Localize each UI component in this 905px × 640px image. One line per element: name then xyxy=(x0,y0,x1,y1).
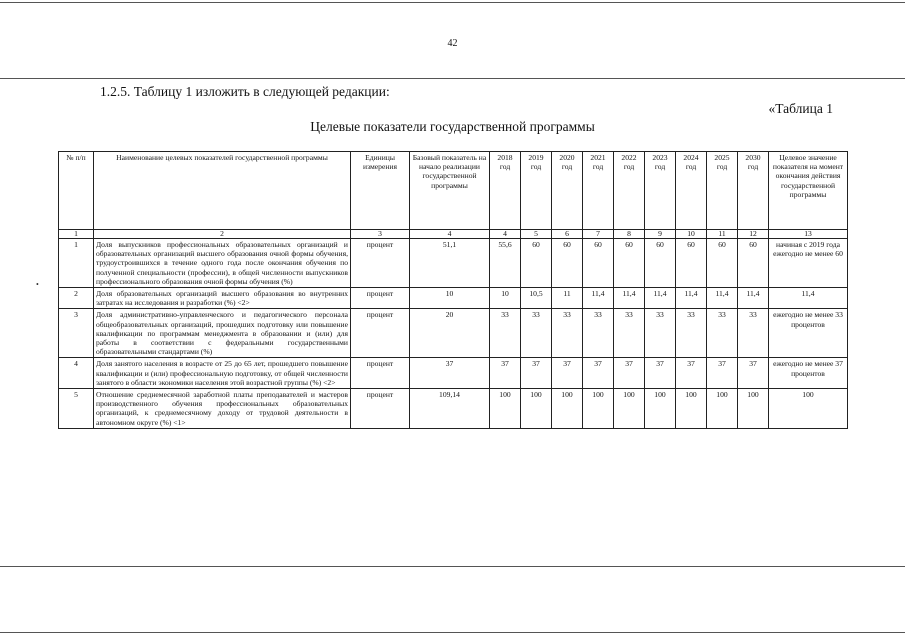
row-number: 5 xyxy=(59,389,94,429)
unit-cell: процент xyxy=(351,239,410,288)
base-value: 10 xyxy=(410,288,490,309)
year-value: 100 xyxy=(552,389,583,429)
year-value: 33 xyxy=(521,309,552,358)
row-number: 3 xyxy=(59,309,94,358)
column-number: 9 xyxy=(645,230,676,239)
year-value: 100 xyxy=(676,389,707,429)
year-value: 33 xyxy=(583,309,614,358)
year-value: 100 xyxy=(521,389,552,429)
unit-cell: процент xyxy=(351,288,410,309)
page-number: 42 xyxy=(447,38,458,49)
header-year: 2025 год xyxy=(707,152,738,230)
base-value: 51,1 xyxy=(410,239,490,288)
row-number: 1 xyxy=(59,239,94,288)
header-year: 2020 год xyxy=(552,152,583,230)
year-value: 60 xyxy=(521,239,552,288)
indicator-name: Отношение среднемесячной заработной платы преподавателей и мастеров производственного обучения профессиональных образовательных организаций, к среднемесячному доходу от трудовой деятельности в автономном округе (%) <1> xyxy=(94,389,351,429)
year-value: 11,4 xyxy=(614,288,645,309)
indicator-name: Доля образовательных организаций высшего образования во внутренних затратах на исследования и разработки (%) <2> xyxy=(94,288,351,309)
header-year: 2019 год xyxy=(521,152,552,230)
target-value: 100 xyxy=(769,389,848,429)
header-year: 2021 год xyxy=(583,152,614,230)
year-value: 60 xyxy=(614,239,645,288)
table-row xyxy=(59,389,848,429)
target-value: ежегодно не менее 37 процентов xyxy=(769,358,848,389)
year-value: 100 xyxy=(583,389,614,429)
header-year: 2024 год xyxy=(676,152,707,230)
target-value: начиная с 2019 года ежегодно не менее 60 xyxy=(769,239,848,288)
table-header-row xyxy=(59,152,848,230)
table-row xyxy=(59,239,848,288)
year-value: 33 xyxy=(707,309,738,358)
row-number: 4 xyxy=(59,358,94,389)
year-value: 100 xyxy=(490,389,521,429)
year-value: 37 xyxy=(645,358,676,389)
year-value: 60 xyxy=(676,239,707,288)
year-value: 10,5 xyxy=(521,288,552,309)
year-value: 60 xyxy=(552,239,583,288)
target-value: ежегодно не менее 33 процентов xyxy=(769,309,848,358)
year-value: 55,6 xyxy=(490,239,521,288)
year-value: 33 xyxy=(645,309,676,358)
year-value: 33 xyxy=(738,309,769,358)
table-reference: «Таблица 1 xyxy=(768,101,833,116)
year-value: 60 xyxy=(707,239,738,288)
table-row xyxy=(59,288,848,309)
column-number: 11 xyxy=(707,230,738,239)
indicator-name: Доля занятого населения в возрасте от 25 до 65 лет, прошедшего повышение квалификации и (или) профессиональную подготовку, от общей численности занятого в области экономики населения этой возрастной группы (%) <2> xyxy=(94,358,351,389)
header-base: Базовый показатель на начало реализации государственной программы xyxy=(410,152,490,230)
header-unit: Единицы измерения xyxy=(351,152,410,230)
year-value: 37 xyxy=(521,358,552,389)
column-number: 4 xyxy=(410,230,490,239)
row-number: 2 xyxy=(59,288,94,309)
year-value: 11,4 xyxy=(645,288,676,309)
footer-rule xyxy=(0,566,905,567)
top-rule xyxy=(0,2,905,3)
column-number: 12 xyxy=(738,230,769,239)
table-title: Целевые показатели государственной программы xyxy=(310,119,595,134)
column-number: 2 xyxy=(94,230,351,239)
year-value: 60 xyxy=(738,239,769,288)
column-number: 13 xyxy=(769,230,848,239)
year-value: 11,4 xyxy=(583,288,614,309)
column-number: 10 xyxy=(676,230,707,239)
indicator-name: Доля выпускников профессиональных образовательных организаций и образовательных организаций высшего образования очной формы обучения, трудоустроившихся в течение одного года после окончания обучения по полученной специальности (профессии), в общей численности выпускников профессионального образования очной формы обучения (%) xyxy=(94,239,351,288)
base-value: 109,14 xyxy=(410,389,490,429)
header-rule xyxy=(0,78,905,79)
year-value: 33 xyxy=(552,309,583,358)
column-number-row xyxy=(59,230,848,239)
year-value: 37 xyxy=(614,358,645,389)
base-value: 37 xyxy=(410,358,490,389)
targets-table xyxy=(58,151,848,429)
target-value: 11,4 xyxy=(769,288,848,309)
year-value: 100 xyxy=(614,389,645,429)
table-body xyxy=(59,239,848,429)
year-value: 33 xyxy=(676,309,707,358)
year-value: 37 xyxy=(707,358,738,389)
year-value: 33 xyxy=(490,309,521,358)
year-value: 100 xyxy=(738,389,769,429)
year-value: 60 xyxy=(645,239,676,288)
year-value: 10 xyxy=(490,288,521,309)
header-year: 2018 год xyxy=(490,152,521,230)
indicator-name: Доля административно-управленческого и педагогического персонала общеобразовательных организаций, прошедших подготовку или повышение квалификации по программам менеджмента в образовании и (или) для работы в соответствии с федеральными государственными образовательными стандартами (%) xyxy=(94,309,351,358)
year-value: 60 xyxy=(583,239,614,288)
unit-cell: процент xyxy=(351,358,410,389)
year-value: 100 xyxy=(707,389,738,429)
year-value: 33 xyxy=(614,309,645,358)
bottom-rule xyxy=(0,632,905,633)
year-value: 37 xyxy=(490,358,521,389)
header-target: Целевое значение показателя на момент окончания действия государственной программы xyxy=(769,152,848,230)
table-row xyxy=(59,309,848,358)
column-number: 1 xyxy=(59,230,94,239)
table-row xyxy=(59,358,848,389)
year-value: 37 xyxy=(676,358,707,389)
column-number: 4 xyxy=(490,230,521,239)
column-number: 8 xyxy=(614,230,645,239)
header-year: 2030 год xyxy=(738,152,769,230)
year-value: 37 xyxy=(552,358,583,389)
header-year: 2022 год xyxy=(614,152,645,230)
year-value: 11,4 xyxy=(707,288,738,309)
column-number: 7 xyxy=(583,230,614,239)
header-num: № п/п xyxy=(59,152,94,230)
year-value: 11 xyxy=(552,288,583,309)
year-value: 11,4 xyxy=(676,288,707,309)
column-number: 6 xyxy=(552,230,583,239)
base-value: 20 xyxy=(410,309,490,358)
unit-cell: процент xyxy=(351,389,410,429)
column-number: 3 xyxy=(351,230,410,239)
year-value: 100 xyxy=(645,389,676,429)
year-value: 11,4 xyxy=(738,288,769,309)
column-number: 5 xyxy=(521,230,552,239)
year-value: 37 xyxy=(583,358,614,389)
section-heading: 1.2.5. Таблицу 1 изложить в следующей редакции: xyxy=(100,84,390,99)
unit-cell: процент xyxy=(351,309,410,358)
header-year: 2023 год xyxy=(645,152,676,230)
year-value: 37 xyxy=(738,358,769,389)
header-name: Наименование целевых показателей государственной программы xyxy=(94,152,351,230)
margin-dot-mark: • xyxy=(36,280,39,289)
